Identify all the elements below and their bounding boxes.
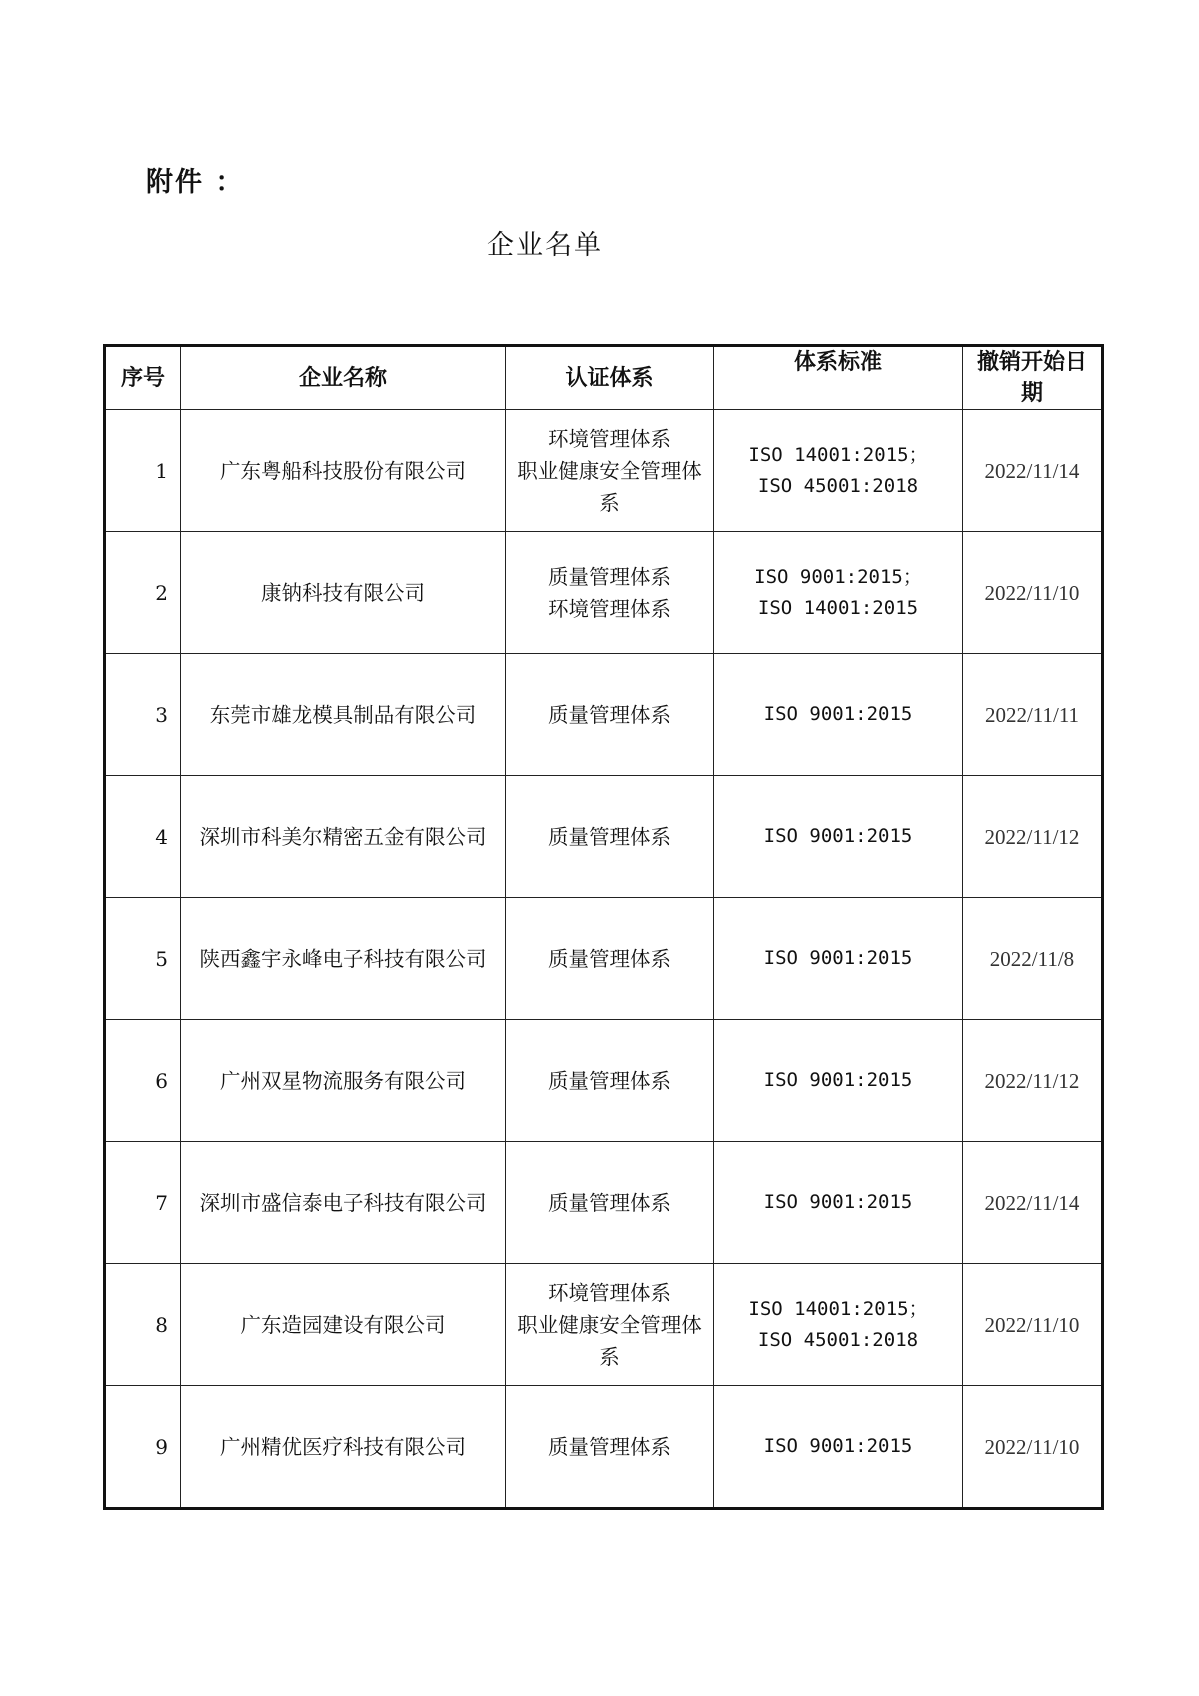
certification-system [506,1386,714,1509]
table-row [105,1386,1103,1509]
company-name: 深圳市盛信泰电子科技有限公司 [181,1142,506,1264]
system-standard [714,1386,963,1509]
standard-line: ISO 9001:2015 [763,1435,913,1457]
certification-system [506,898,714,1020]
certification-system [506,1264,714,1386]
column-header-no: 序号 [105,346,181,410]
revoke-start-date: 2022/11/8 [963,898,1103,1020]
revoke-start-date: 2022/11/12 [963,1020,1103,1142]
system-standard [714,1264,963,1386]
standard-line: ISO 9001:2015 [763,1191,913,1213]
row-number: 7 [105,1142,181,1264]
table-row [105,1142,1103,1264]
row-number: 8 [105,1264,181,1386]
company-name: 广东造园建设有限公司 [181,1264,506,1386]
column-header-company: 企业名称 [181,346,506,410]
company-name: 东莞市雄龙模具制品有限公司 [181,654,506,776]
system-standard [714,1142,963,1264]
company-name: 康钠科技有限公司 [181,532,506,654]
standard-line: ISO 45001:2018 [757,474,919,497]
system-line: 质量管理体系 [548,824,671,849]
row-number: 9 [105,1386,181,1509]
table-row [105,532,1103,654]
row-number: 5 [105,898,181,1020]
standard-line: ISO 45001:2018 [757,1328,919,1351]
company-list-table [103,344,1104,1510]
standard-line: ISO 9001:2015； [754,565,922,588]
table-row [105,1264,1103,1386]
revoke-start-date: 2022/11/10 [963,1386,1103,1509]
system-standard [714,898,963,1020]
attachment-label: 附件 ： [146,167,245,198]
certification-system [506,532,714,654]
system-standard [714,654,963,776]
system-standard [714,532,963,654]
system-line: 质量管理体系 [548,946,671,971]
system-line: 环境管理体系 [548,1280,671,1305]
company-name: 陕西鑫宇永峰电子科技有限公司 [181,898,506,1020]
row-number: 4 [105,776,181,898]
system-standard [714,776,963,898]
revoke-start-date: 2022/11/11 [963,654,1103,776]
table-row [105,410,1103,532]
row-number: 2 [105,532,181,654]
standard-line: ISO 9001:2015 [763,947,913,969]
column-header-system: 认证体系 [506,346,714,410]
certification-system [506,776,714,898]
system-standard [714,1020,963,1142]
company-name: 广州双星物流服务有限公司 [181,1020,506,1142]
table-body [105,410,1103,1509]
table-row [105,654,1103,776]
system-line: 质量管理体系 [548,702,671,727]
certification-system [506,654,714,776]
column-header-revoke-date: 撤销开始日期 [963,346,1103,410]
standard-line: ISO 14001:2015； [748,443,928,466]
revoke-start-date: 2022/11/10 [963,532,1103,654]
system-line: 质量管理体系 [548,1068,671,1093]
company-name: 广东粤船科技股份有限公司 [181,410,506,532]
system-line: 质量管理体系 [548,564,671,589]
document-title: 企业名单 [487,230,603,261]
system-line: 质量管理体系 [548,1190,671,1215]
system-standard [714,410,963,532]
system-line: 环境管理体系 [548,426,671,451]
standard-line: ISO 9001:2015 [763,825,913,847]
system-line: 环境管理体系 [548,596,671,621]
table-header-row [105,346,1103,410]
standard-line: ISO 9001:2015 [763,1069,913,1091]
revoke-start-date: 2022/11/12 [963,776,1103,898]
row-number: 1 [105,410,181,532]
row-number: 6 [105,1020,181,1142]
system-line: 质量管理体系 [548,1434,671,1459]
table-row [105,898,1103,1020]
certification-system [506,410,714,532]
revoke-start-date: 2022/11/10 [963,1264,1103,1386]
company-name: 广州精优医疗科技有限公司 [181,1386,506,1509]
row-number: 3 [105,654,181,776]
company-name: 深圳市科美尔精密五金有限公司 [181,776,506,898]
standard-line: ISO 9001:2015 [763,703,913,725]
standard-line: ISO 14001:2015； [748,1297,928,1320]
system-line: 职业健康安全管理体系 [517,458,702,515]
table-row [105,776,1103,898]
standard-line: ISO 14001:2015 [757,596,919,619]
revoke-start-date: 2022/11/14 [963,1142,1103,1264]
certification-system [506,1142,714,1264]
table-row [105,1020,1103,1142]
certification-system [506,1020,714,1142]
revoke-start-date: 2022/11/14 [963,410,1103,532]
column-header-standard: 体系标准 [714,346,963,410]
system-line: 职业健康安全管理体系 [517,1312,702,1369]
